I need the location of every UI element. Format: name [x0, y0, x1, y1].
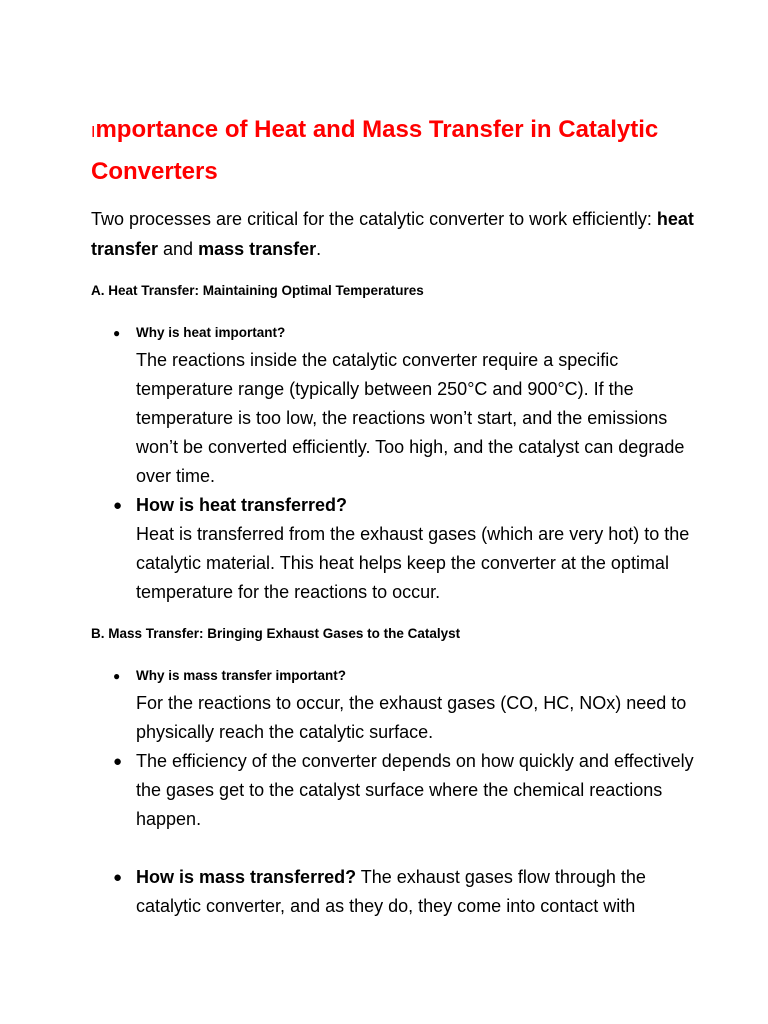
section-b-heading: B. Mass Transfer: Bringing Exhaust Gases to the Catalyst [91, 626, 461, 641]
intro-end: . [316, 239, 322, 259]
intro-joiner: and [158, 239, 199, 259]
bullet-heat-transferred-question: How is heat transferred? [136, 495, 348, 515]
page-title [91, 110, 731, 191]
intro-term-mass-transfer: mass transfer [198, 239, 317, 259]
bullet-dot: ● [113, 497, 123, 514]
bullet-dot: ● [113, 326, 121, 340]
paragraph-heat-important: The reactions inside the catalytic converter require a specific temperature range (typically between 250°C and 900°C). If the temperature is too low, the reactions won’t start, and the emissions won’t be converted efficiently. Too high, and the catalyst can degrade over time. [136, 350, 685, 486]
bullet-dot: ● [113, 753, 123, 770]
paragraph-mass-important: For the reactions to occur, the exhaust gases (CO, HC, NOx) need to physically reach the catalytic surface. [136, 693, 687, 742]
bullet-heat-important-question: Why is heat important? [136, 325, 286, 340]
paragraph-mass-transferred [136, 863, 713, 921]
intro-term-heat-transfer: heat transfer [91, 209, 694, 259]
paragraph-mass-efficiency: The efficiency of the converter depends on how quickly and effectively the gases get to the catalyst surface where the chemical reactions happen. [136, 751, 694, 829]
title-first-letter: I [91, 124, 96, 141]
title-text: mportance of Heat and Mass Transfer in Catalytic Converters [91, 116, 659, 185]
bullet-mass-important-question: Why is mass transfer important? [136, 668, 347, 683]
bullet-dot: ● [113, 869, 123, 886]
bullet-mass-transferred-text: The exhaust gases flow through the catalytic converter, and as they do, they come into contact with [136, 867, 646, 916]
bullet-mass-transferred-question: How is mass transferred? [136, 867, 357, 887]
intro-lead: Two processes are critical for the catalytic converter to work efficiently: [91, 209, 652, 229]
section-a-heading: A. Heat Transfer: Maintaining Optimal Temperatures [91, 283, 424, 298]
paragraph-heat-transferred: Heat is transferred from the exhaust gases (which are very hot) to the catalytic material. This heat helps keep the converter at the optimal temperature for the reactions to occur. [136, 524, 690, 602]
intro-paragraph [91, 204, 731, 264]
bullet-dot: ● [113, 669, 121, 683]
